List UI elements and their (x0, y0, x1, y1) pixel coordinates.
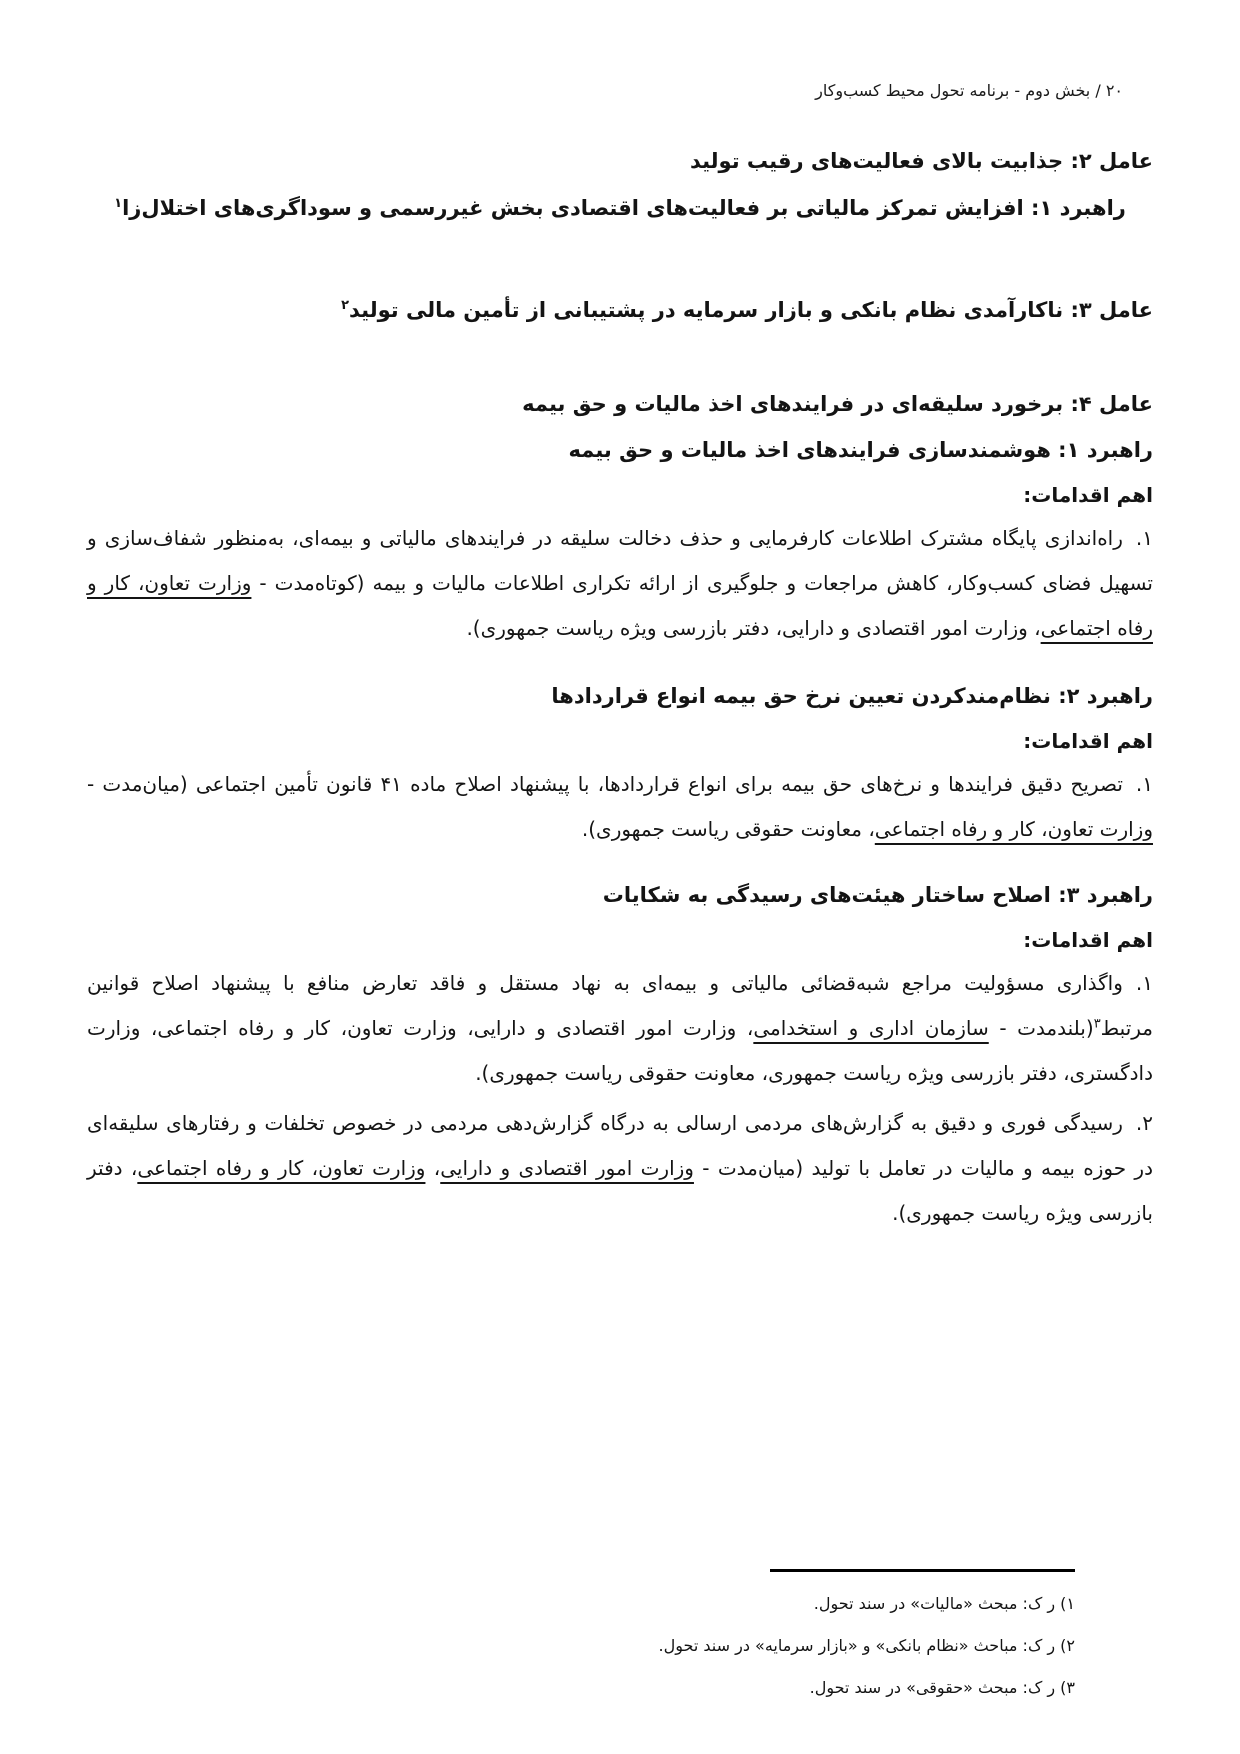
footnote-1: ۱) ر ک: مبحث «مالیات» در سند تحول. (813, 1594, 1075, 1613)
item-number: ۱. (1135, 772, 1154, 796)
item-number: ۱. (1135, 971, 1153, 995)
item-text: رسیدگی فوری و دقیق به گزارش‌های مردمی ارسالی به درگاه گزارش‌دهی مردمی در خصوص تخلفات و رفتارهای سلیقه‌ای در حوزه بیمه و مالیات در تعامل با تولید (میان‌مدت - (87, 1111, 1153, 1180)
footnote-ref-1: ۱ (114, 196, 123, 211)
strategy1-actions-label: اهم اقدامات: (1023, 483, 1153, 507)
item-text: ، (425, 1156, 441, 1180)
footnote-2: ۲) ر ک: مباحث «نظام بانکی» و «بازار سرمایه» در سند تحول. (658, 1636, 1075, 1655)
strategy2-title: راهبرد ۲: نظام‌مندکردن تعیین نرخ حق بیمه انواع قراردادها (551, 684, 1153, 708)
factor3-title-text: عامل ۳: ناکارآمدی نظام بانکی و بازار سرمایه در پشتیبانی از تأمین مالی تولید (349, 298, 1153, 322)
factor2-strategy1-title (87, 184, 1153, 233)
strategy2-actions-label: اهم اقدامات: (1023, 729, 1153, 753)
item-number: ۱. (1135, 526, 1153, 550)
item-text: تصریح دقیق فرایندها و نرخ‌های حق بیمه برای انواع قراردادها، با پیشنهاد اصلاح ماده ۴۱ قانون تأمین اجتماعی (میان‌مدت - (87, 772, 1123, 796)
item-text: ، وزارت امور اقتصادی و دارایی، وزارت تعاون، کار و رفاه اجتماعی، وزارت دادگستری، دفتر بازرسی ویژه ریاست جمهوری، معاونت حقوقی ریاست جمهوری). (87, 1016, 1153, 1085)
factor2-title: عامل ۲: جذابیت بالای فعالیت‌های رقیب تولید (689, 149, 1153, 173)
factor4-strategy1-title: راهبرد ۱: هوشمندسازی فرایندهای اخذ مالیات و حق بیمه (568, 438, 1153, 462)
factor3-title (87, 293, 1153, 327)
underlined-ministry: وزارت امور اقتصادی و دارایی (440, 1156, 694, 1180)
strategy3-action-item-2 (87, 1101, 1153, 1236)
footnote-ref-3: ۳ (1093, 1016, 1101, 1032)
underlined-ministry: وزارت تعاون، کار و رفاه اجتماعی (137, 1156, 426, 1180)
underlined-ministry: وزارت تعاون، کار و رفاه اجتماعی (874, 817, 1153, 841)
footnote-3: ۳) ر ک: مبحث «حقوقی» در سند تحول. (809, 1678, 1075, 1697)
strategy3-actions-label: اهم اقدامات: (1023, 928, 1153, 952)
factor4-title: عامل ۴: برخورد سلیقه‌ای در فرایندهای اخذ مالیات و حق بیمه (522, 392, 1153, 416)
footnotes-section (87, 1569, 1075, 1714)
underlined-ministry: وزارت تعاون، کار و رفاه اجتماعی (87, 571, 1153, 640)
item-text: واگذاری مسؤولیت مراجع شبه‌قضائی مالیاتی و بیمه‌ای به نهاد مستقل و فاقد تعارض منافع با پیشنهاد اصلاح قوانین مرتبط (87, 971, 1154, 1040)
item-text: ، معاونت حقوقی ریاست جمهوری). (581, 817, 875, 841)
page-header-text: ۲۰ / بخش دوم - برنامه تحول محیط کسب‌وکار (815, 81, 1123, 100)
footnote-ref-2: ۲ (341, 298, 349, 313)
footnote-separator (770, 1569, 1075, 1572)
item-text: راه‌اندازی پایگاه مشترک اطلاعات کارفرمایی و حذف دخالت سلیقه در فرایندهای مالیاتی و بیمه‌ای، به‌منظور شفاف‌سازی و تسهیل فضای کسب‌وکار، کاهش مراجعات و جلوگیری از ارائه تکراری اطلاعات مالیات و بیمه (کوتاه‌مدت - (87, 526, 1153, 595)
factor2-strategy1-text: راهبرد ۱: افزایش تمرکز مالیاتی بر فعالیت‌های اقتصادی بخش غیررسمی و سوداگری‌های اختلال‌زا (122, 196, 1126, 220)
strategy3-action-item-1 (87, 961, 1153, 1096)
item-text: ، دفتر بازرسی ویژه ریاست جمهوری). (87, 1156, 1153, 1225)
item-text: (بلندمدت - (988, 1016, 1094, 1040)
item-number: ۲. (1135, 1111, 1153, 1135)
strategy2-action-item-1 (87, 762, 1153, 852)
strategy1-action-item-1 (87, 516, 1153, 651)
underlined-organization: سازمان اداری و استخدامی (753, 1016, 989, 1040)
item-text: ، وزارت امور اقتصادی و دارایی، دفتر بازرسی ویژه ریاست جمهوری). (466, 616, 1041, 640)
page-header (87, 80, 1123, 102)
strategy3-title: راهبرد ۳: اصلاح ساختار هیئت‌های رسیدگی به شکایات (602, 883, 1153, 907)
